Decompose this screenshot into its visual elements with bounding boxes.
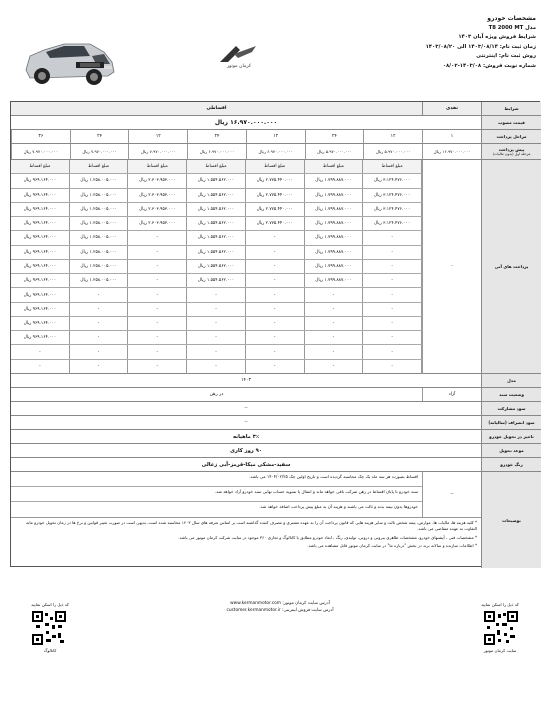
installment-stage: ۲۴: [187, 130, 246, 143]
price-row: [11, 116, 541, 130]
delay-label: تاخیر در تحویل خودرو: [481, 430, 541, 443]
installment-stage: ۲۴: [70, 130, 129, 143]
installment-amount: ۱.۷۹۹.۸۸۷.۰۰۰ ریال: [305, 174, 364, 187]
installment-amount: ۳.۱۲۴.۴۷۶.۰۰۰ ریال: [363, 217, 422, 230]
installment-empty: -: [187, 360, 246, 374]
spec-line: زمان ثبت نام: ۱۴۰۳/۰۸/۱۴ الی ۱۴۰۳/۰۸/۲۰: [425, 43, 536, 50]
installment-header: مبلغ اقساط: [305, 160, 364, 173]
price-table: [10, 101, 540, 567]
installment-header-row: [11, 160, 422, 174]
delay-row: [11, 430, 541, 444]
installment-empty: -: [363, 274, 422, 287]
installment-notes: [11, 472, 422, 518]
installment-row: [11, 217, 422, 231]
installment-empty: -: [246, 246, 305, 259]
stages-label: مراحل پرداخت: [481, 130, 541, 143]
installment-empty: -: [187, 288, 246, 301]
installment-empty: -: [187, 345, 246, 358]
delivery-value: ۹۰ روز کاری: [230, 447, 262, 454]
partnership-label: سود مشارکت: [481, 402, 541, 415]
delivery-row: [11, 444, 541, 458]
general-notes: [11, 518, 481, 568]
installment-stage: ۱۲: [246, 130, 305, 143]
model-label: مدل: [481, 374, 541, 387]
installment-amount: ۹۶۹.۱۶۴.۰۰۰ ریال: [11, 260, 70, 273]
installment-empty: -: [128, 345, 187, 358]
installment-note: سند خودرو تا پایان اقساط در رهن شرکت باقی خواهد ماند و انتقال یا تسویه حساب نهایی سند خودرو آزاد خواهد شد.: [11, 487, 422, 502]
cash-title: نقدی: [422, 102, 481, 115]
prepay-label: [481, 144, 541, 159]
installment-empty: -: [246, 360, 305, 374]
installment-amount: ۱.۷۹۹.۸۸۷.۰۰۰ ریال: [305, 260, 364, 273]
cash-doc-status: آزاد: [422, 388, 481, 401]
installment-amount: ۳.۱۲۴.۴۷۶.۰۰۰ ریال: [363, 174, 422, 187]
installment-stage: ۱۲: [363, 130, 422, 143]
model-value: ۱۴۰۳: [241, 378, 251, 383]
installments-grid: [11, 160, 422, 374]
installments-area: [11, 160, 541, 374]
installment-row: [11, 303, 422, 317]
installment-header: مبلغ اقساط: [363, 160, 422, 173]
installment-amount: ۲.۷۷۵.۴۴۰.۰۰۰ ریال: [246, 189, 305, 202]
website-qr-code[interactable]: [484, 611, 518, 645]
installment-amount: ۱.۵۵۴.۵۶۲.۰۰۰ ریال: [187, 189, 246, 202]
installment-amount: ۱.۷۹۹.۸۸۷.۰۰۰ ریال: [305, 246, 364, 259]
installment-amount: ۱.۷۹۹.۸۸۷.۰۰۰ ریال: [305, 274, 364, 287]
cash-notes-dash: --: [422, 472, 481, 518]
installment-empty: -: [187, 317, 246, 330]
footer-address: [160, 600, 400, 614]
spec-line: روش ثبت نام: اینترنتی: [476, 53, 536, 59]
delivery-label: موعد تحویل: [481, 444, 541, 457]
installment-row: [11, 231, 422, 245]
installment-prepay: ۶.۹۷۰.۰۰۰.۰۰۰ ریال: [246, 144, 305, 159]
installment-row: [11, 288, 422, 302]
installment-empty: -: [246, 317, 305, 330]
installment-empty: -: [246, 331, 305, 344]
notes-row: [11, 472, 541, 568]
installment-amount: ۱.۲۵۸.۰۰۵.۰۰۰ ریال: [70, 246, 129, 259]
installment-header: مبلغ اقساط: [128, 160, 187, 173]
installment-amount: ۳.۱۲۴.۴۷۶.۰۰۰ ریال: [363, 203, 422, 216]
catalog-qr-code[interactable]: [32, 611, 66, 645]
installment-prepay: ۶.۹۷۰.۰۰۰.۰۰۰ ریال: [187, 144, 246, 159]
installment-amount: ۱.۵۵۴.۵۶۲.۰۰۰ ریال: [187, 174, 246, 187]
installment-amount: ۲.۳۰۳.۹۵۳.۰۰۰ ریال: [128, 189, 187, 202]
prepay-sub-label: مرحله اول (بدون مالیات): [492, 152, 531, 156]
penalty-value: --: [244, 420, 248, 425]
partnership-row: [11, 402, 541, 416]
installment-empty: -: [187, 303, 246, 316]
installment-empty: -: [70, 360, 129, 374]
installment-doc-status: در رهن: [209, 392, 224, 397]
installment-empty: -: [246, 274, 305, 287]
price-value: ۱۶.۹۷۰.۰۰۰.۰۰۰ ریال: [214, 119, 278, 126]
installment-empty: -: [363, 345, 422, 358]
installment-empty: -: [128, 274, 187, 287]
partnership-value: --: [244, 406, 248, 411]
installment-stage: ۳۶: [11, 130, 70, 143]
installment-header: مبلغ اقساط: [11, 160, 70, 173]
specs-title: مشخصات خودرو: [487, 15, 536, 22]
installment-empty: -: [363, 317, 422, 330]
installment-amount: ۹۶۹.۱۶۴.۰۰۰ ریال: [11, 303, 70, 316]
installment-empty: -: [128, 360, 187, 374]
left-scan-sub: کاتالوگ: [43, 648, 57, 653]
installment-empty: -: [70, 317, 129, 330]
color-value: سفید-مشکی میکا-قرمز-آبی زغالی: [201, 461, 291, 468]
doc-status-label: وضعیت سند: [481, 388, 541, 401]
color-label: رنگ خودرو: [481, 458, 541, 471]
installment-amount: ۲.۷۷۵.۴۴۰.۰۰۰ ریال: [246, 217, 305, 230]
logo-text: کرمان موتور: [226, 64, 252, 69]
installment-amount: ۱.۵۵۴.۵۶۲.۰۰۰ ریال: [187, 231, 246, 244]
installment-prepay: ۵.۹۷۰.۰۰۰.۰۰۰ ریال: [305, 144, 364, 159]
installment-note: خودروها بدون بیمه بدنه و ثالث می باشند و هزینه آن به مبلغ پیش پرداخت اضافه خواهد شد.: [259, 504, 418, 509]
prepay-row: [11, 144, 541, 160]
installment-empty: -: [363, 331, 422, 344]
installment-empty: -: [70, 288, 129, 301]
installment-empty: -: [363, 231, 422, 244]
installment-empty: -: [128, 260, 187, 273]
installment-empty: -: [305, 345, 364, 358]
installment-amount: ۲.۳۰۳.۹۵۳.۰۰۰ ریال: [128, 174, 187, 187]
installment-prepay: ۷.۹۷۰.۰۰۰.۰۰۰ ریال: [70, 144, 129, 159]
price-label: قیمت مصوب: [481, 116, 541, 129]
penalty-row: [11, 416, 541, 430]
color-row: [11, 458, 541, 472]
doc-status-row: [11, 388, 541, 402]
installment-row: [11, 274, 422, 288]
installment-amount: ۱.۲۵۸.۰۰۵.۰۰۰ ریال: [70, 189, 129, 202]
installment-amount: ۱.۲۵۸.۰۰۵.۰۰۰ ریال: [70, 274, 129, 287]
installment-empty: -: [128, 288, 187, 301]
installment-row: [11, 246, 422, 260]
installment-amount: ۱.۲۵۸.۰۰۵.۰۰۰ ریال: [70, 260, 129, 273]
installment-empty: -: [305, 303, 364, 316]
installment-amount: ۹۶۹.۱۶۴.۰۰۰ ریال: [11, 317, 70, 330]
installment-empty: -: [363, 260, 422, 273]
installment-row: [11, 317, 422, 331]
cash-installments-dash: -: [422, 160, 481, 374]
installment-row: [11, 260, 422, 274]
installment-amount: ۹۶۹.۱۶۴.۰۰۰ ریال: [11, 331, 70, 344]
installment-row: [11, 189, 422, 203]
installment-amount: ۳.۱۲۴.۴۷۶.۰۰۰ ریال: [363, 189, 422, 202]
installment-amount: ۱.۲۵۸.۰۰۵.۰۰۰ ریال: [70, 203, 129, 216]
installment-amount: ۱.۷۹۹.۸۸۷.۰۰۰ ریال: [305, 217, 364, 230]
installment-row: [11, 360, 422, 374]
model-row: [11, 374, 541, 388]
right-scan-sub: سایت کرمان موتور: [483, 648, 517, 653]
car-image: [20, 32, 118, 90]
installment-note: اقساط بصورت هر سه ماه یک چک محاسبه گردیده است و تاریخ اولین چک ۱۴۰۴/۰۲/۲۵ می باشد.: [11, 472, 422, 487]
installment-row: [11, 345, 422, 359]
installment-empty: -: [128, 303, 187, 316]
installment-empty: -: [11, 345, 70, 358]
installment-empty: -: [70, 303, 129, 316]
installment-title: اقساطی: [11, 102, 422, 115]
installment-amount: ۱.۵۵۴.۵۶۲.۰۰۰ ریال: [187, 246, 246, 259]
installment-empty: -: [128, 246, 187, 259]
installment-empty: -: [128, 331, 187, 344]
car-specs: [386, 14, 536, 71]
installment-amount: ۱.۷۹۹.۸۸۷.۰۰۰ ریال: [305, 231, 364, 244]
installment-amount: ۱.۵۵۴.۵۶۲.۰۰۰ ریال: [187, 217, 246, 230]
installment-empty: -: [305, 288, 364, 301]
delay-value: ۳٪ ماهیانه: [232, 433, 260, 440]
installment-amount: ۱.۲۵۸.۰۰۵.۰۰۰ ریال: [70, 174, 129, 187]
installment-empty: -: [305, 360, 364, 374]
cash-stage: ۱: [422, 130, 481, 143]
cash-prepay: ۱۶.۹۷۰.۰۰۰.۰۰۰ ریال: [422, 144, 481, 159]
installment-empty: -: [246, 345, 305, 358]
installment-empty: -: [70, 345, 129, 358]
installment-amount: ۲.۳۰۳.۹۵۳.۰۰۰ ریال: [128, 203, 187, 216]
conditions-label: شرایط: [481, 102, 541, 115]
installment-amount: ۱.۷۹۹.۸۸۷.۰۰۰ ریال: [305, 189, 364, 202]
installment-empty: -: [70, 331, 129, 344]
installment-empty: -: [246, 260, 305, 273]
installment-stage: ۱۲: [128, 130, 187, 143]
installment-amount: ۱.۲۵۸.۰۰۵.۰۰۰ ریال: [70, 217, 129, 230]
installment-empty: -: [363, 303, 422, 316]
address-line: آدرس سایت کرمان موتور: www.kermanmotor.com: [230, 601, 330, 606]
penalty-label: سود انصراف (سالیانه): [481, 416, 541, 429]
installment-empty: -: [246, 303, 305, 316]
installment-amount: ۹۶۹.۱۶۴.۰۰۰ ریال: [11, 246, 70, 259]
conditions-row: [11, 102, 541, 116]
left-scan-caption: کد ذیل را اسکن نمایید: [31, 602, 69, 607]
general-note: * کلیه هزینه ها، مالیات ها، عوارض، بیمه شخص ثالث و سایر هزینه هایی که قانون پرداخت آن را به عهده مشتری و مصرف کننده گذاشته است بر اساس تعرفه های سال ۱۴۰۳ محاسبه شده است، بدیهی است در صورت تغییر قوانین و نرخ ها در زمان تحویل خودرو مابه التفاوت به عهده متقاضی می باشد.: [26, 520, 477, 532]
installment-amount: ۹۶۹.۱۶۴.۰۰۰ ریال: [11, 288, 70, 301]
spec-line: شماره نوبت فروش: ۱۴۰۳/۰۸-۰۸/۰۲: [442, 62, 536, 69]
installment-empty: -: [305, 331, 364, 344]
installment-amount: ۱.۵۵۴.۵۶۲.۰۰۰ ریال: [187, 203, 246, 216]
installment-prepay: ۷.۹۷۰.۰۰۰.۰۰۰ ریال: [11, 144, 70, 159]
general-note: * مشخصات فنی ، آپشنهای خودرو، مشخصات ظاهری بیرونی و درونی، تولیدی، رنگ ، ابعاد خودرو مطابق با کاتالوگ و تجاری ۳۶۰ موجود در سایت شرکت کرمان موتور می باشد.: [178, 534, 477, 540]
installment-row: [11, 174, 422, 188]
installment-amount: ۲.۷۷۵.۴۴۰.۰۰۰ ریال: [246, 174, 305, 187]
installment-empty: -: [187, 331, 246, 344]
installment-empty: -: [246, 231, 305, 244]
installment-row: [11, 203, 422, 217]
installment-amount: ۹۶۹.۱۶۴.۰۰۰ ریال: [11, 174, 70, 187]
installment-prepay: ۷.۹۷۰.۰۰۰.۰۰۰ ریال: [128, 144, 187, 159]
installment-amount: ۱.۵۵۴.۵۶۲.۰۰۰ ریال: [187, 274, 246, 287]
installment-empty: -: [128, 231, 187, 244]
installment-empty: -: [363, 288, 422, 301]
installment-amount: ۲.۷۷۵.۴۴۰.۰۰۰ ریال: [246, 203, 305, 216]
installment-amount: ۹۶۹.۱۶۴.۰۰۰ ریال: [11, 203, 70, 216]
installments-label: پرداخت های آتی: [481, 160, 541, 374]
installment-amount: ۲.۳۰۳.۹۵۳.۰۰۰ ریال: [128, 217, 187, 230]
installment-empty: -: [363, 246, 422, 259]
installment-empty: -: [11, 360, 70, 374]
installment-empty: -: [363, 360, 422, 374]
stages-row: [11, 130, 541, 144]
installment-row: [11, 331, 422, 345]
installment-amount: ۹۶۹.۱۶۴.۰۰۰ ریال: [11, 274, 70, 287]
installment-empty: -: [246, 288, 305, 301]
installment-header: مبلغ اقساط: [246, 160, 305, 173]
footer: [10, 592, 540, 662]
installment-empty: -: [128, 317, 187, 330]
installment-stage: ۲۴: [305, 130, 364, 143]
general-note: * اطلاعات سازنده و سالانه برند در بخش "درباره ما" در سایت کرمان موتور قابل مشاهده می باشد.: [307, 543, 477, 549]
installment-amount: ۱.۲۵۸.۰۰۵.۰۰۰ ریال: [70, 231, 129, 244]
right-scan-caption: کد ذیل را اسکن نمایید: [481, 602, 519, 607]
installment-amount: ۹۶۹.۱۶۴.۰۰۰ ریال: [11, 231, 70, 244]
installment-amount: ۹۶۹.۱۶۴.۰۰۰ ریال: [11, 217, 70, 230]
notes-label: توضیحات: [481, 472, 541, 568]
installment-amount: ۹۶۹.۱۶۴.۰۰۰ ریال: [11, 189, 70, 202]
installment-prepay: ۵.۹۷۰.۰۰۰.۰۰۰ ریال: [363, 144, 422, 159]
installment-header: مبلغ اقساط: [70, 160, 129, 173]
spec-line: مدل T8 2000 MT: [488, 24, 536, 31]
installment-empty: -: [305, 317, 364, 330]
installment-amount: ۱.۵۵۴.۵۶۲.۰۰۰ ریال: [187, 260, 246, 273]
installment-amount: ۱.۷۹۹.۸۸۷.۰۰۰ ریال: [305, 203, 364, 216]
prepay-label-text: پیش پرداخت: [498, 147, 525, 152]
spec-line: شرایط فروش ویژه آبان ۱۴۰۳: [458, 34, 536, 40]
address-line: آدرس سایت فروش اینترنتی: customer.kermanmotor.ir: [226, 608, 334, 613]
installment-header: مبلغ اقساط: [187, 160, 246, 173]
